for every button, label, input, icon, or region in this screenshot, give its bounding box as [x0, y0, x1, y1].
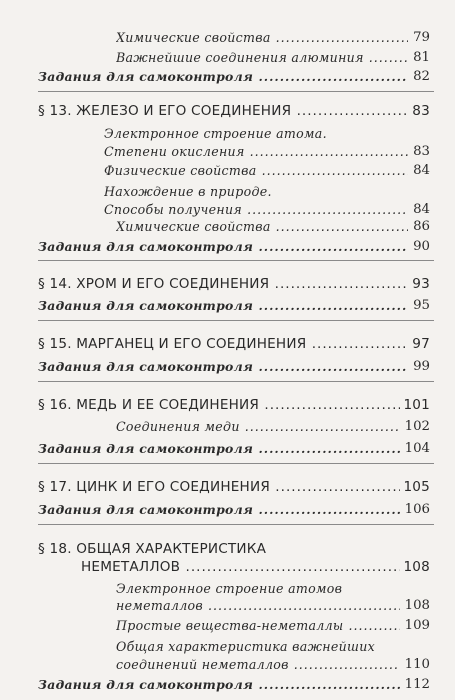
toc-entry-title: Задания для самоконтроля .....	[38, 359, 408, 375]
toc-entry-page: 81	[413, 50, 430, 65]
toc-entry-page: 99	[413, 359, 430, 374]
toc-entry-page: 84	[413, 163, 430, 178]
toc-entry-title: Нахождение в природе.	[104, 184, 272, 199]
section-page: 108	[403, 559, 430, 575]
divider	[38, 463, 434, 464]
toc-entry-title: Важнейшие соединения алюминия .....	[116, 50, 408, 66]
toc-entry-page: 104	[404, 441, 430, 456]
toc-entry-page: 112	[404, 677, 430, 692]
section-title: НЕМЕТАЛЛОВ .....	[81, 559, 400, 575]
divider	[38, 91, 434, 92]
toc-entry-page: 83	[413, 144, 430, 159]
toc-entry-page: 108	[404, 598, 430, 613]
toc-entry-page: 109	[404, 618, 430, 633]
toc-entry-title: Соединения меди .....	[116, 419, 400, 435]
section-page: 101	[403, 397, 430, 413]
toc-entry-title: Химические свойства .....	[116, 219, 408, 235]
section-page: 93	[412, 276, 430, 292]
toc-entry-title: Электронное строение атома.	[104, 126, 327, 141]
section-page: 105	[403, 479, 430, 495]
section-title: § 16. МЕДЬ И ЕЕ СОЕДИНЕНИЯ .....	[38, 397, 400, 413]
toc-entry-page: 79	[413, 30, 430, 45]
toc-entry-title: Простые вещества-неметаллы .....	[116, 618, 400, 634]
divider	[38, 381, 434, 382]
section-title: § 15. МАРГАНЕЦ И ЕГО СОЕДИНЕНИЯ .....	[38, 336, 408, 352]
toc-entry-page: 82	[413, 69, 430, 84]
toc-entry-page: 110	[404, 657, 430, 672]
section-page: 97	[412, 336, 430, 352]
toc-entry-page: 102	[404, 419, 430, 434]
toc-entry-title: Физические свойства .....	[104, 163, 408, 179]
toc-entry-title: соединений неметаллов .....	[116, 657, 400, 673]
toc-entry-title: Задания для самоконтроля .....	[38, 677, 400, 693]
section-title: § 14. ХРОМ И ЕГО СОЕДИНЕНИЯ .....	[38, 276, 408, 292]
divider	[38, 524, 434, 525]
toc-entry-page: 84	[413, 202, 430, 217]
toc-entry-title: Способы получения .....	[104, 202, 408, 218]
section-title: § 13. ЖЕЛЕЗО И ЕГО СОЕДИНЕНИЯ .....	[38, 103, 408, 119]
toc-entry-title: Степени окисления .....	[104, 144, 408, 160]
divider	[38, 260, 434, 261]
toc-entry-title: Задания для самоконтроля .....	[38, 298, 408, 314]
toc-entry-title: Задания для самоконтроля .....	[38, 502, 400, 518]
section-title: § 17. ЦИНК И ЕГО СОЕДИНЕНИЯ .....	[38, 479, 400, 495]
section-page: 83	[412, 103, 430, 119]
toc-entry-title: Задания для самоконтроля .....	[38, 69, 408, 85]
toc-entry-title: Электронное строение атомов	[116, 581, 343, 596]
toc-entry-title: Химические свойства .....	[116, 30, 408, 46]
toc-entry-page: 86	[413, 219, 430, 234]
section-title: § 18. ОБЩАЯ ХАРАКТЕРИСТИКА	[38, 541, 267, 557]
toc-entry-title: Задания для самоконтроля .....	[38, 239, 408, 255]
toc-entry-title: Задания для самоконтроля .....	[38, 441, 400, 457]
toc-entry-page: 106	[404, 502, 430, 517]
divider	[38, 320, 434, 321]
toc-entry-title: Общая характеристика важнейших	[116, 639, 376, 654]
toc-entry-title: неметаллов .....	[116, 598, 400, 614]
toc-entry-page: 95	[413, 298, 430, 313]
toc-entry-page: 90	[413, 239, 430, 254]
